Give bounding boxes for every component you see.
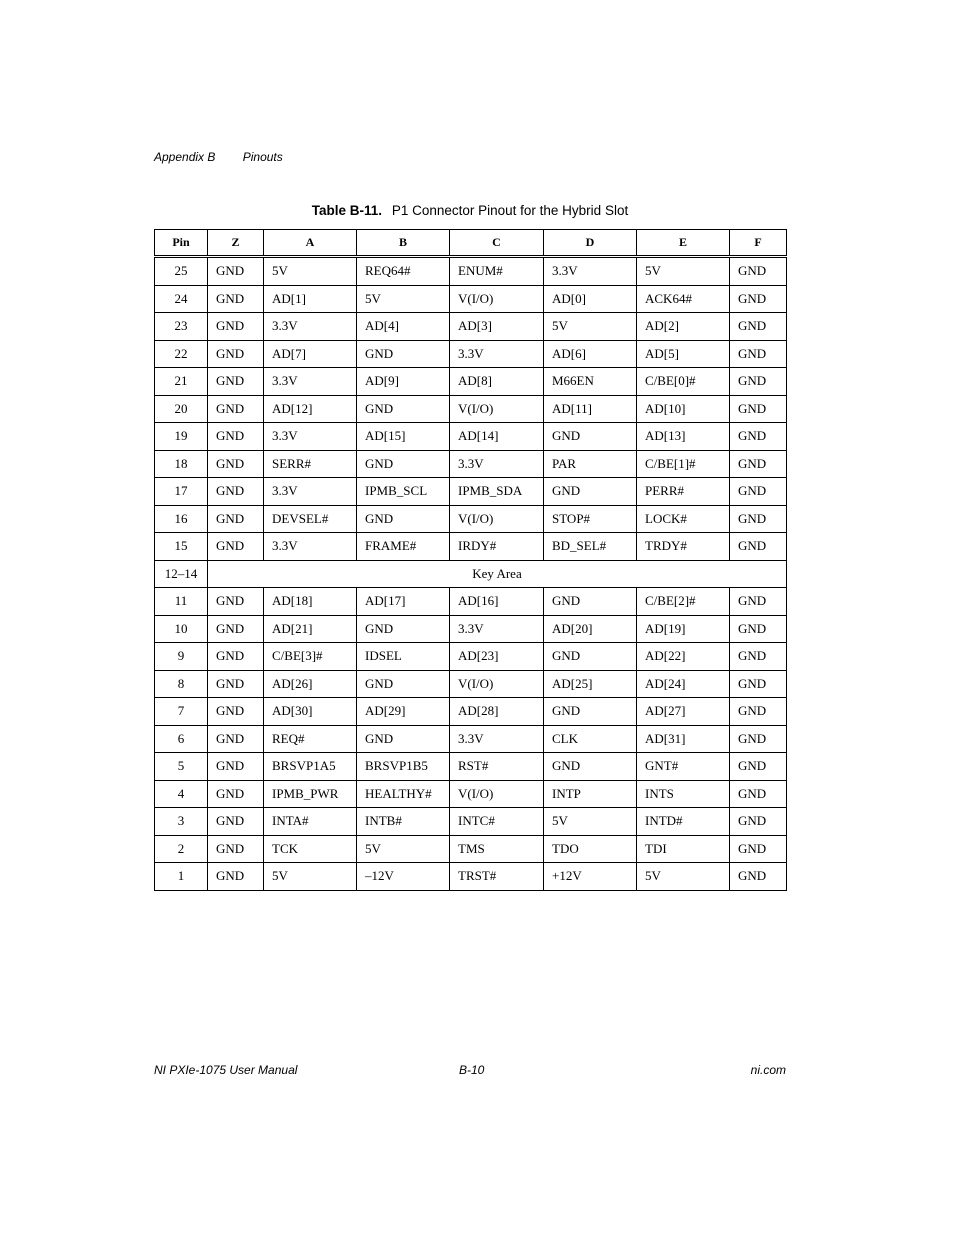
signal-cell: GND [730, 835, 787, 863]
signal-cell: 5V [544, 313, 637, 341]
key-area-label: Key Area [208, 560, 787, 588]
signal-cell: GND [730, 863, 787, 891]
pin-number-cell: 15 [155, 533, 208, 561]
signal-cell: GND [357, 505, 450, 533]
pin-number-cell: 5 [155, 753, 208, 781]
table-row [155, 313, 787, 341]
signal-cell: AD[24] [637, 670, 730, 698]
signal-cell: STOP# [544, 505, 637, 533]
pin-number-cell: 20 [155, 395, 208, 423]
signal-cell: ENUM# [450, 257, 544, 286]
table-row [155, 395, 787, 423]
table-header-row [155, 230, 787, 257]
signal-cell: RST# [450, 753, 544, 781]
header-section: Pinouts [242, 150, 283, 164]
signal-cell: DEVSEL# [264, 505, 357, 533]
signal-cell: AD[25] [544, 670, 637, 698]
table-row [155, 257, 787, 286]
signal-cell: AD[2] [637, 313, 730, 341]
pin-number-cell: 10 [155, 615, 208, 643]
signal-cell: 5V [264, 863, 357, 891]
column-header: E [637, 230, 730, 257]
signal-cell: TDO [544, 835, 637, 863]
signal-cell: GND [208, 478, 264, 506]
signal-cell: GND [730, 725, 787, 753]
signal-cell: 5V [544, 808, 637, 836]
header-appendix: Appendix B [154, 150, 216, 164]
signal-cell: GND [730, 780, 787, 808]
footer-manual-title: NI PXIe-1075 User Manual [154, 1063, 298, 1077]
column-header: F [730, 230, 787, 257]
column-header: D [544, 230, 637, 257]
table-row [155, 423, 787, 451]
table-row [155, 478, 787, 506]
signal-cell: 5V [637, 257, 730, 286]
pin-number-cell: 4 [155, 780, 208, 808]
column-header: C [450, 230, 544, 257]
signal-cell: BRSVP1B5 [357, 753, 450, 781]
signal-cell: INTC# [450, 808, 544, 836]
table-row [155, 533, 787, 561]
signal-cell: GND [357, 450, 450, 478]
table-row [155, 863, 787, 891]
signal-cell: AD[4] [357, 313, 450, 341]
signal-cell: HEALTHY# [357, 780, 450, 808]
signal-cell: GND [730, 505, 787, 533]
signal-cell: GND [357, 615, 450, 643]
signal-cell: GNT# [637, 753, 730, 781]
pinout-table [154, 229, 787, 891]
signal-cell: V(I/O) [450, 780, 544, 808]
signal-cell: 5V [357, 285, 450, 313]
signal-cell: IPMB_PWR [264, 780, 357, 808]
table-caption [154, 203, 786, 218]
signal-cell: M66EN [544, 368, 637, 396]
table-row [155, 725, 787, 753]
running-header [154, 150, 283, 164]
signal-cell: GND [208, 423, 264, 451]
signal-cell: IPMB_SCL [357, 478, 450, 506]
pin-number-cell: 1 [155, 863, 208, 891]
signal-cell: AD[26] [264, 670, 357, 698]
table-row [155, 670, 787, 698]
signal-cell: –12V [357, 863, 450, 891]
signal-cell: INTP [544, 780, 637, 808]
table-row [155, 588, 787, 616]
table-row [155, 340, 787, 368]
signal-cell: GND [208, 725, 264, 753]
signal-cell: AD[18] [264, 588, 357, 616]
signal-cell: GND [544, 698, 637, 726]
pin-number-cell: 19 [155, 423, 208, 451]
signal-cell: AD[7] [264, 340, 357, 368]
table-row [155, 835, 787, 863]
signal-cell: GND [208, 698, 264, 726]
column-header: B [357, 230, 450, 257]
signal-cell: GND [730, 808, 787, 836]
signal-cell: TMS [450, 835, 544, 863]
signal-cell: GND [357, 670, 450, 698]
signal-cell: 3.3V [264, 478, 357, 506]
column-header: A [264, 230, 357, 257]
signal-cell: IRDY# [450, 533, 544, 561]
signal-cell: GND [208, 257, 264, 286]
signal-cell: V(I/O) [450, 395, 544, 423]
signal-cell: GND [730, 368, 787, 396]
signal-cell: GND [730, 753, 787, 781]
pin-number-cell: 24 [155, 285, 208, 313]
signal-cell: GND [730, 285, 787, 313]
signal-cell: GND [208, 340, 264, 368]
signal-cell: BRSVP1A5 [264, 753, 357, 781]
signal-cell: BD_SEL# [544, 533, 637, 561]
signal-cell: GND [208, 285, 264, 313]
signal-cell: GND [730, 340, 787, 368]
pin-number-cell: 2 [155, 835, 208, 863]
signal-cell: GND [208, 368, 264, 396]
signal-cell: ACK64# [637, 285, 730, 313]
footer-page-number: B-10 [459, 1063, 485, 1077]
signal-cell: AD[21] [264, 615, 357, 643]
signal-cell: AD[6] [544, 340, 637, 368]
signal-cell: GND [357, 340, 450, 368]
signal-cell: GND [208, 505, 264, 533]
signal-cell: +12V [544, 863, 637, 891]
signal-cell: AD[12] [264, 395, 357, 423]
signal-cell: AD[20] [544, 615, 637, 643]
signal-cell: GND [730, 533, 787, 561]
signal-cell: GND [730, 670, 787, 698]
signal-cell: GND [208, 313, 264, 341]
signal-cell: GND [730, 395, 787, 423]
signal-cell: GND [544, 588, 637, 616]
signal-cell: SERR# [264, 450, 357, 478]
signal-cell: C/BE[0]# [637, 368, 730, 396]
signal-cell: AD[30] [264, 698, 357, 726]
pin-number-cell: 3 [155, 808, 208, 836]
signal-cell: GND [208, 643, 264, 671]
table-row [155, 615, 787, 643]
table-row [155, 808, 787, 836]
signal-cell: PAR [544, 450, 637, 478]
signal-cell: IPMB_SDA [450, 478, 544, 506]
key-area-row [155, 560, 787, 588]
table-row [155, 753, 787, 781]
signal-cell: 3.3V [450, 725, 544, 753]
signal-cell: GND [208, 835, 264, 863]
pin-number-cell: 11 [155, 588, 208, 616]
pin-number-cell: 16 [155, 505, 208, 533]
signal-cell: GND [208, 615, 264, 643]
signal-cell: TCK [264, 835, 357, 863]
signal-cell: V(I/O) [450, 505, 544, 533]
signal-cell: CLK [544, 725, 637, 753]
signal-cell: INTS [637, 780, 730, 808]
pin-number-cell: 17 [155, 478, 208, 506]
caption-text: P1 Connector Pinout for the Hybrid Slot [391, 203, 629, 218]
signal-cell: AD[23] [450, 643, 544, 671]
table-row [155, 368, 787, 396]
pin-number-cell: 8 [155, 670, 208, 698]
signal-cell: GND [730, 588, 787, 616]
table-row [155, 780, 787, 808]
pin-number-cell: 12–14 [155, 560, 208, 588]
signal-cell: AD[10] [637, 395, 730, 423]
signal-cell: 3.3V [264, 423, 357, 451]
signal-cell: C/BE[1]# [637, 450, 730, 478]
signal-cell: AD[28] [450, 698, 544, 726]
table-row [155, 450, 787, 478]
signal-cell: AD[15] [357, 423, 450, 451]
signal-cell: 3.3V [264, 533, 357, 561]
signal-cell: TRST# [450, 863, 544, 891]
signal-cell: AD[31] [637, 725, 730, 753]
signal-cell: IDSEL [357, 643, 450, 671]
signal-cell: REQ# [264, 725, 357, 753]
signal-cell: GND [208, 533, 264, 561]
signal-cell: 3.3V [264, 313, 357, 341]
signal-cell: AD[17] [357, 588, 450, 616]
signal-cell: AD[22] [637, 643, 730, 671]
signal-cell: PERR# [637, 478, 730, 506]
signal-cell: 3.3V [450, 450, 544, 478]
table-row [155, 698, 787, 726]
column-header: Pin [155, 230, 208, 257]
caption-label: Table B-11. [311, 203, 383, 218]
signal-cell: GND [544, 643, 637, 671]
signal-cell: REQ64# [357, 257, 450, 286]
pin-number-cell: 23 [155, 313, 208, 341]
signal-cell: V(I/O) [450, 285, 544, 313]
signal-cell: 3.3V [450, 340, 544, 368]
pin-number-cell: 22 [155, 340, 208, 368]
signal-cell: TDI [637, 835, 730, 863]
signal-cell: INTB# [357, 808, 450, 836]
signal-cell: GND [730, 423, 787, 451]
pin-number-cell: 9 [155, 643, 208, 671]
signal-cell: GND [208, 863, 264, 891]
signal-cell: AD[29] [357, 698, 450, 726]
signal-cell: GND [730, 478, 787, 506]
signal-cell: GND [208, 450, 264, 478]
signal-cell: GND [208, 808, 264, 836]
signal-cell: AD[3] [450, 313, 544, 341]
signal-cell: AD[1] [264, 285, 357, 313]
signal-cell: 5V [637, 863, 730, 891]
signal-cell: C/BE[3]# [264, 643, 357, 671]
signal-cell: GND [357, 395, 450, 423]
signal-cell: GND [208, 588, 264, 616]
signal-cell: AD[16] [450, 588, 544, 616]
signal-cell: 5V [357, 835, 450, 863]
signal-cell: GND [208, 753, 264, 781]
pin-number-cell: 25 [155, 257, 208, 286]
footer-website: ni.com [750, 1063, 786, 1077]
signal-cell: GND [544, 423, 637, 451]
table-row [155, 285, 787, 313]
signal-cell: INTA# [264, 808, 357, 836]
table-row [155, 505, 787, 533]
signal-cell: GND [208, 395, 264, 423]
signal-cell: GND [730, 450, 787, 478]
signal-cell: 5V [264, 257, 357, 286]
signal-cell: AD[5] [637, 340, 730, 368]
signal-cell: GND [544, 753, 637, 781]
signal-cell: TRDY# [637, 533, 730, 561]
signal-cell: GND [730, 698, 787, 726]
signal-cell: GND [730, 643, 787, 671]
pin-number-cell: 18 [155, 450, 208, 478]
signal-cell: AD[13] [637, 423, 730, 451]
signal-cell: GND [730, 615, 787, 643]
table-body [155, 257, 787, 891]
signal-cell: GND [208, 670, 264, 698]
pin-number-cell: 7 [155, 698, 208, 726]
pin-number-cell: 6 [155, 725, 208, 753]
signal-cell: C/BE[2]# [637, 588, 730, 616]
signal-cell: 3.3V [544, 257, 637, 286]
signal-cell: AD[27] [637, 698, 730, 726]
signal-cell: GND [730, 313, 787, 341]
pin-number-cell: 21 [155, 368, 208, 396]
column-header: Z [208, 230, 264, 257]
signal-cell: AD[11] [544, 395, 637, 423]
signal-cell: 3.3V [450, 615, 544, 643]
signal-cell: INTD# [637, 808, 730, 836]
signal-cell: V(I/O) [450, 670, 544, 698]
signal-cell: AD[19] [637, 615, 730, 643]
signal-cell: LOCK# [637, 505, 730, 533]
table-row [155, 643, 787, 671]
signal-cell: GND [730, 257, 787, 286]
signal-cell: GND [544, 478, 637, 506]
signal-cell: AD[14] [450, 423, 544, 451]
signal-cell: AD[0] [544, 285, 637, 313]
signal-cell: FRAME# [357, 533, 450, 561]
signal-cell: GND [357, 725, 450, 753]
signal-cell: 3.3V [264, 368, 357, 396]
signal-cell: AD[8] [450, 368, 544, 396]
signal-cell: GND [208, 780, 264, 808]
signal-cell: AD[9] [357, 368, 450, 396]
